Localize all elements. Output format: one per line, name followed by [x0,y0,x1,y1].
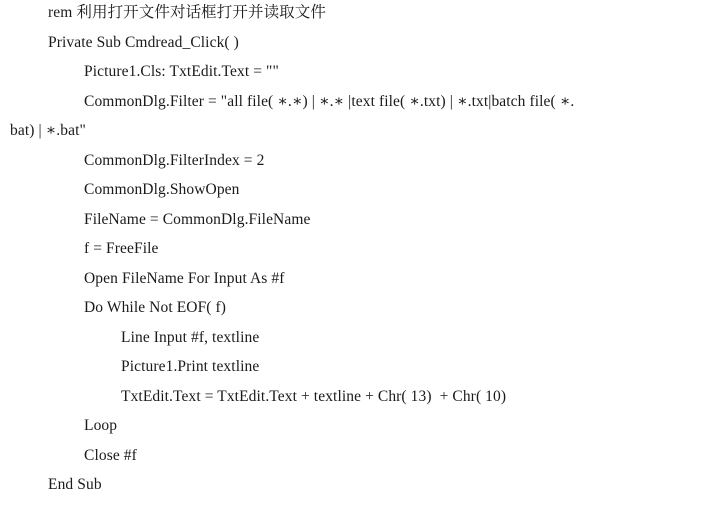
code-line-filter-index: CommonDlg.FilterIndex = 2 [84,152,265,169]
code-line-filter: CommonDlg.Filter = "all file( ∗.∗) | ∗.∗ |text file( ∗.txt) | ∗.txt|batch file( ∗. [84,93,575,110]
code-line-freefile: f = FreeFile [84,240,159,257]
code-line-do-while: Do While Not EOF( f) [84,299,227,316]
code-line-line-input: Line Input #f, textline [121,329,260,346]
code-line-open-file: Open FileName For Input As #f [84,270,285,287]
code-line-filter-continued: bat) | ∗.bat" [10,122,86,139]
code-line-picture-print: Picture1.Print textline [121,358,260,375]
code-line-filename: FileName = CommonDlg.FileName [84,211,311,228]
code-line-clear: Picture1.Cls: TxtEdit.Text = "" [84,63,279,80]
code-line-close: Close #f [84,447,137,464]
code-line-append-text: TxtEdit.Text = TxtEdit.Text + textline + Chr( 13) + Chr( 10) [121,388,507,405]
code-line-loop: Loop [84,417,118,434]
code-line-comment: rem 利用打开文件对话框打开并读取文件 [48,4,326,21]
code-line-sub-header: Private Sub Cmdread_Click( ) [48,34,239,51]
code-line-show-open: CommonDlg.ShowOpen [84,181,240,198]
code-line-end-sub: End Sub [48,476,102,493]
